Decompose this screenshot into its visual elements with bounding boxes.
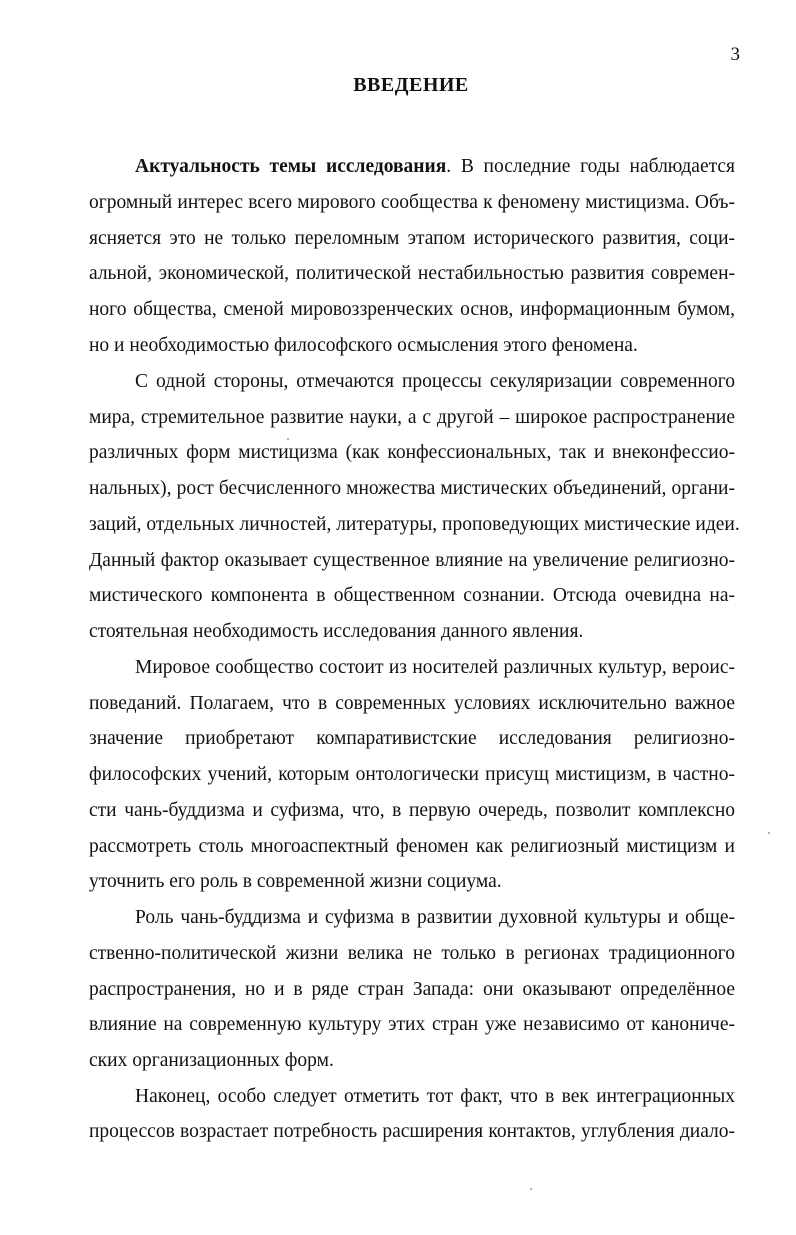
text-line: стоятельная необходимость исследования данного явления. [89, 621, 584, 642]
text-line: процессов возрастает потребность расширения контактов, углубления диало- [89, 1121, 735, 1142]
text-line: огромный интерес всего мирового сообщества к феномену мистицизма. Объ- [89, 192, 735, 213]
text-line [135, 152, 735, 182]
text-line: влияние на современную культуру этих стран уже независимо от канониче- [89, 1014, 735, 1035]
page-number: 3 [730, 44, 740, 65]
text-line: ясняется это не только переломным этапом исторического развития, соци- [89, 228, 735, 249]
text-line: ских организационных форм. [89, 1050, 334, 1071]
bold-lead-phrase: Актуальность темы исследования [135, 156, 447, 177]
text-line: ственно-политической жизни велика не только в регионах традиционного [89, 943, 735, 964]
text-line: рассмотреть столь многоаспектный феномен как религиозный мистицизм и [89, 836, 735, 857]
text-line: ного общества, сменой мировоззренческих основ, информационным бумом, [89, 299, 735, 320]
text-line: мистического компонента в общественном сознании. Отсюда очевидна на- [89, 585, 735, 606]
text-line: но и необходимостью философского осмысления этого феномена. [89, 335, 638, 356]
text-line: Данный фактор оказывает существенное влияние на увеличение религиозно- [89, 550, 735, 571]
text-line: нальных), рост бесчисленного множества мистических объединений, органи- [89, 478, 735, 499]
text-line: Наконец, особо следует отметить тот факт, что в век интеграционных [135, 1086, 735, 1107]
text-line: различных форм мистицизма (как конфессиональных, так и внеконфессио- [89, 442, 735, 463]
text-line: уточнить его роль в современной жизни социума. [89, 871, 502, 892]
scan-speck [287, 438, 289, 440]
text-line: сти чань-буддизма и суфизма, что, в первую очередь, позволит комплексно [89, 800, 735, 821]
text-line: альной, экономической, политической нестабильностью развития современ- [89, 263, 735, 284]
text-line: философских учений, которым онтологически присущ мистицизм, в частно- [89, 764, 735, 785]
text-line: распространения, но и в ряде стран Запада: они оказывают определённое [89, 979, 735, 1000]
scan-speck [530, 1188, 532, 1190]
page-heading: ВВЕДЕНИЕ [353, 74, 469, 96]
scan-speck [768, 832, 770, 834]
text-line: поведаний. Полагаем, что в современных условиях исключительно важное [89, 693, 735, 714]
line-text: . В последние годы наблюдается [446, 156, 735, 177]
text-line: Мировое сообщество состоит из носителей различных культур, вероис- [135, 657, 735, 678]
text-line: заций, отдельных личностей, литературы, проповедующих мистические идеи. [89, 514, 740, 535]
text-line: С одной стороны, отмечаются процессы секуляризации современного [135, 371, 735, 392]
text-line: Роль чань-буддизма и суфизма в развитии духовной культуры и обще- [135, 907, 735, 928]
text-line: значение приобретают компаративистские исследования религиозно- [89, 728, 735, 749]
text-line: мира, стремительное развитие науки, а с другой – широкое распространение [89, 407, 735, 428]
